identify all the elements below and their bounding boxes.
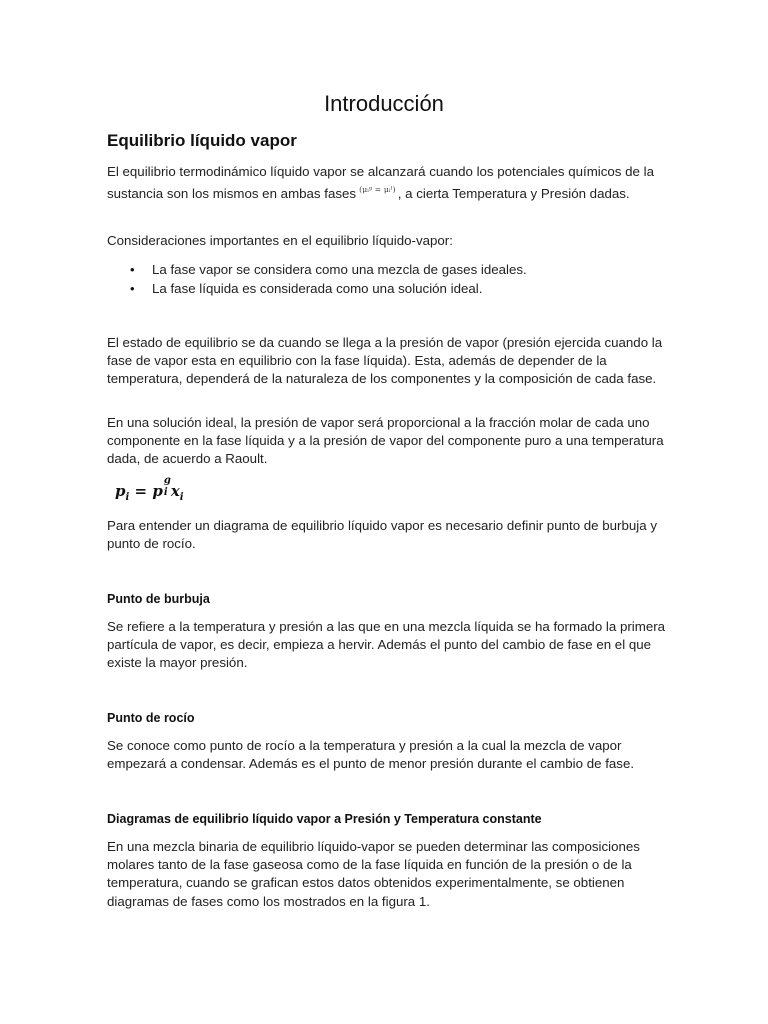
formula-symbol: x <box>170 482 180 500</box>
list-item-text: La fase vapor se considera como una mezcla de gases ideales. <box>152 262 527 277</box>
formula-subscript: i <box>125 492 130 503</box>
formula-symbol: p <box>152 482 163 500</box>
bullet-icon: • <box>130 281 135 296</box>
page-title: Introducción <box>324 91 444 116</box>
paragraph-vapor-pressure: El estado de equilibrio se da cuando se llega a la presión de vapor (presión ejercida cuando la fase de vapor esta en equilibrio con la fase líquida). Esta, además de depender de la temperatura, dependerá de la naturaleza de los componentes y la composición de cada fase. <box>107 335 663 387</box>
paragraph-bubble-point: Se refiere a la temperatura y presión a las que en una mezcla líquida se ha formado la primera partícula de vapor, es decir, empieza a hervir. Además el punto del cambio de fase en el que existe la mayor presión. <box>107 619 666 671</box>
paragraph-considerations: Consideraciones importantes en el equilibrio líquido-vapor: <box>107 233 453 248</box>
formula-superscript: g <box>163 475 171 486</box>
paragraph-raoult: En una solución ideal, la presión de vapor será proporcional a la fracción molar de cada uno componente en la fase líquida y a la presión de vapor del componente puro a una temperatura dada, de acuerdo a Raoult. <box>107 415 664 467</box>
considerations-list <box>107 260 667 298</box>
formula-superscript-subscript <box>163 475 171 500</box>
list-item <box>107 260 667 279</box>
list-item-text: La fase líquida es considerada como una solución ideal. <box>152 281 483 296</box>
formula-subscript: i <box>163 487 168 498</box>
list-item <box>107 279 667 298</box>
paragraph-phase-diagrams: En una mezcla binaria de equilibrio líquido-vapor se pueden determinar las composiciones molares tanto de la fase gaseosa como de la fase líquida en función de la presión o de la temperatura, cuando se grafican estos datos obtenidos experimentalmente, se obtienen diagramas de fases como los mostrados en la figura 1. <box>107 839 640 909</box>
heading-phase-diagrams: Diagramas de equilibrio líquido vapor a Presión y Temperatura constante <box>107 812 542 826</box>
formula-subscript: i <box>179 492 184 503</box>
bullet-icon: • <box>130 262 135 277</box>
paragraph-diagram-intro: Para entender un diagrama de equilibrio líquido vapor es necesario definir punto de burbuja y punto de rocío. <box>107 518 657 552</box>
heading-bubble-point: Punto de burbuja <box>107 592 210 606</box>
paragraph-text: El equilibrio termodinámico líquido vapor se alcanzará cuando los potenciales químicos de la sustancia son los mismos en ambas fases <box>107 164 654 202</box>
formula-equals: = <box>129 482 153 500</box>
paragraph-text: , a cierta Temperatura y Presión dadas. <box>397 186 630 202</box>
paragraph-dew-point: Se conoce como punto de rocío a la temperatura y presión a la cual la mezcla de vapor empezará a condensar. Además es el punto de menor presión durante el cambio de fase. <box>107 738 635 772</box>
chemical-potential-equation: (μᵢᵍ = μᵢˡ) <box>359 185 396 195</box>
section-heading: Equilibrio líquido vapor <box>107 131 297 150</box>
heading-dew-point: Punto de rocío <box>107 711 195 725</box>
paragraph-chemical-potential <box>107 163 667 203</box>
formula-symbol: p <box>115 482 126 500</box>
raoult-formula <box>115 475 184 511</box>
